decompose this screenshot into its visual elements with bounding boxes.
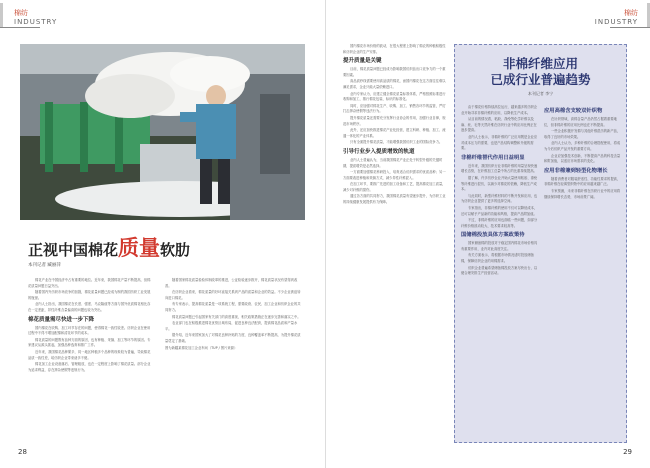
paragraph: 通过各方面的共同努力，我国棉花质量有望逐步提升，为纺织工业的持续健康发展提供有力保障。	[343, 194, 446, 205]
paragraph: 有专家表示，提高棉花质量是一项系统工程，需要政府、农民、加工企业和纺织企业的共同努力。	[165, 302, 301, 312]
paragraph: 棉花产业在中国经济中占有重要的地位。近年来，我国棉花产量不断提高，但棉花质量问题日益突出。	[28, 278, 151, 288]
article-title: 正视中国棉花质量软肋	[28, 235, 191, 260]
section-label-cn: 棉纺	[624, 9, 638, 17]
photo-caption: 图为新疆某棉花加工企业车间（TUP / 图片来源）	[165, 345, 238, 350]
paragraph: 业内人士指出，我国棉花在长度、强度、马克隆值等方面与国外优质棉花相比存在一定差距，异性纤维含量偏高的问题也较为突出。	[28, 302, 151, 312]
left-column-2	[165, 278, 303, 352]
paragraph: 在加工环节，要推广先进的加工设备和工艺，提高棉花加工质量，减少对纤维的损伤。	[343, 182, 446, 192]
paragraph: 在纺织企业看来，棉花质量的好坏直接关系到产品的质量和企业的效益。不少企业被迫转向进口棉花。	[165, 290, 301, 300]
sidebar-box	[454, 44, 627, 443]
paragraph: 棉花质量的问题既有品种方面的原因，也有种植、采摘、加工等环节的原因。专家建议从源头抓起，加强品种选育和推广工作。	[28, 337, 151, 348]
section-heading: 提升质量是关键	[343, 58, 382, 65]
paragraph: 企业应加强技术创新，不断提高产品的科技含量和附加值，以适应市场需求的变化。	[544, 153, 621, 164]
sidebar-title: 非棉纤维应用 已成行业普遍趋势	[490, 56, 591, 87]
paragraph: 业内人士认为，多种纤维的合理搭配使用，将成为今后纺织产品开发的重要方向。	[544, 141, 621, 151]
sidebar-heading: 国储棉投放具体方案政策待	[461, 232, 525, 239]
section-label-cn: 棉纺	[14, 9, 28, 17]
paragraph: 随着国内外纺织市场竞争的加剧，棉花质量问题已经成为制约我国纺织工业发展的瓶颈。	[28, 290, 151, 300]
section-label-en: INDUSTRY	[14, 18, 58, 26]
paragraph: 高品质纱线需要使用高品质的棉花，而国内棉花在这方面往往难以满足需求，企业只能大量依赖进口。	[343, 79, 446, 89]
sidebar-column-2	[544, 105, 622, 201]
byline: 本刊记者 臧丽萍	[28, 263, 61, 268]
paragraph: 业内专家认为，应建立健全棉花质量标准体系，严格按照标准进行收购和加工，推行棉花包装、标识的标准化。	[343, 91, 446, 102]
sidebar-heading: 应用高棉含支较双针织物	[544, 108, 603, 114]
paragraph: 国内棉花市场价格的波动，在很大程度上影响了棉农的种植积极性和纺织企业的生产安排。	[343, 44, 446, 54]
cotton-factory-photo	[20, 44, 305, 220]
paragraph: 棉花质量问题已引起国家有关部门的高度重视，相关政策措施正在逐步完善和落实之中。	[172, 314, 301, 319]
section-heading: 棉花质量需尽快进一步下降	[28, 316, 95, 323]
page-number-right: 29	[623, 448, 632, 456]
paragraph: 棉花加工企业设备落后、管理粗放，也在一定程度上影响了棉花质量。部分企业为追求利益，存在掺杂使假等违规行为。	[28, 362, 151, 372]
paragraph: 专家预测，未来非棉纤维在纺织行业中的应用将继续保持增长态势，市场前景广阔。	[544, 188, 621, 199]
paragraph: 一方面要加强棉花科研投入，培育适合纺织需求的优质品种；另一方面要改进种植和采摘方式，减少异性纤维混入。	[343, 170, 446, 180]
paragraph: 近年来，我国纺织行业非棉纤维的用量呈现快速增长态势，在纤维加工总量中所占的比重持续提高。	[461, 163, 538, 174]
paragraph: 业内人士表示，非棉纤维的广泛应用既是企业应对成本压力的需要，也是产品结构调整和升级的需要。	[461, 134, 538, 151]
paragraph: 此外，还应加快推进棉花产业化经营，建立科研、种植、加工、流通一体化的产业体系。	[343, 128, 446, 138]
paragraph: 从目前的情况看，粘胶、涤纶等化学纤维以及麻、丝、毛等天然纤维在纺织行业中的应用比例正在逐步提高。	[461, 117, 537, 133]
sidebar-author: 本刊记者 李宁	[527, 91, 554, 96]
paragraph: 由于棉花价格持续高位运行，越来越多的纺织企业开始寻求非棉纤维的应用，以降低生产成本。	[461, 105, 538, 115]
left-column-1	[28, 278, 153, 374]
paragraph: 不过，非棉纤维的应用也面临一些问题，如部分纤维价格波动较大、技术要求较高等。	[461, 218, 538, 228]
paragraph: 随着消费者对服装舒适性、功能性要求的提高，非棉纤维在轻薄型织物中的应用越来越广泛。	[544, 176, 621, 187]
paragraph: 有关方面表示，将根据市场情况适时投放储备棉，保障纺织企业的用棉需求。	[461, 253, 534, 264]
paragraph: 专家指出，非棉纤维的使用不仅可以降低成本，还可以赋予产品新的功能和风格，提高产品附加值。	[461, 205, 538, 216]
section-heading: 引导行业步入提质增效的轨道	[343, 148, 415, 155]
sidebar-heading: 应用非棉兼到轻型化物增长	[544, 167, 608, 174]
paragraph: 业内人士普遍认为，当前我国棉花产业正处于转型升级的关键时期，提质增效是必然选择。	[343, 157, 443, 168]
paragraph: 在针织领域，高棉含量产品仍然占据着重要地位，但非棉纤维的应用比例也在不断提高。	[544, 117, 617, 127]
paragraph: 只有全面提升棉花质量，才能增强我国纺织工业的国际竞争力。	[350, 140, 443, 145]
paragraph: 同时，应加强对棉花生产、收购、加工、销售各环节的监管，严厉打击掺杂使假等违法行为。	[343, 103, 446, 114]
paragraph: 农业部门也在积极推进棉花优势区域布局，促进良种良法配套，提高棉花品质和产量水平。	[165, 321, 298, 331]
paragraph: 近年来，我国棉花品种繁多，同一地区种植多个品种的现象较为普遍，导致棉花品质一致性差，给纺织企业带来诸多不便。	[28, 349, 151, 360]
header-rule	[610, 27, 650, 28]
header-rule	[0, 27, 40, 28]
sidebar-heading: 非棉纤维替代作用日益明显	[461, 154, 525, 161]
sidebar-column-1	[461, 105, 539, 278]
paragraph: 目前，棉花质量问题已经成为影响我国纺织品出口竞争力的一个重要因素。	[343, 67, 446, 77]
paragraph: 国家储备棉的投放对于稳定国内棉花市场价格具有重要作用，业内对此高度关注。	[461, 241, 538, 251]
paragraph: 随着国家棉花质量检验体制改革的推进，公证检验逐步推开，棉花质量状况有望得到改善。	[165, 278, 298, 288]
page-number-left: 28	[18, 448, 27, 456]
paragraph: 据介绍，近年来国家加大了对棉花良种补贴的力度，良种覆盖率不断提高，为提升棉花质量奠定了基础。	[165, 333, 301, 343]
paragraph: 据了解，许多纺纱企业开始大量使用粘胶、涤纶等纤维进行混纺，以减少对棉花的依赖，降低生产成本。	[461, 175, 538, 192]
right-column-1	[343, 44, 447, 207]
header-bar	[0, 3, 3, 27]
paragraph: 国内棉花在收购、加工环节存在的问题，使得棉花一致性较差。纺织企业在使用过程中不得不增加配棉和清花环节的成本。	[28, 325, 151, 336]
paragraph: 一些企业积极开发棉与其他纤维混纺的新产品，取得了良好的市场效果。	[544, 129, 621, 139]
paragraph: 纺织企业普遍希望储备棉投放方案尽快出台，以便合理安排生产经营活动。	[461, 265, 538, 276]
paragraph: 与此同时，新型纤维材料的不断开发和应用，也为纺织企业提供了更多的选择空间。	[461, 193, 538, 204]
section-label-en: INDUSTRY	[594, 18, 638, 26]
paragraph: 提升棉花质量还需要充分发挥行业协会的作用，加强行业自律，规范市场秩序。	[343, 115, 446, 126]
